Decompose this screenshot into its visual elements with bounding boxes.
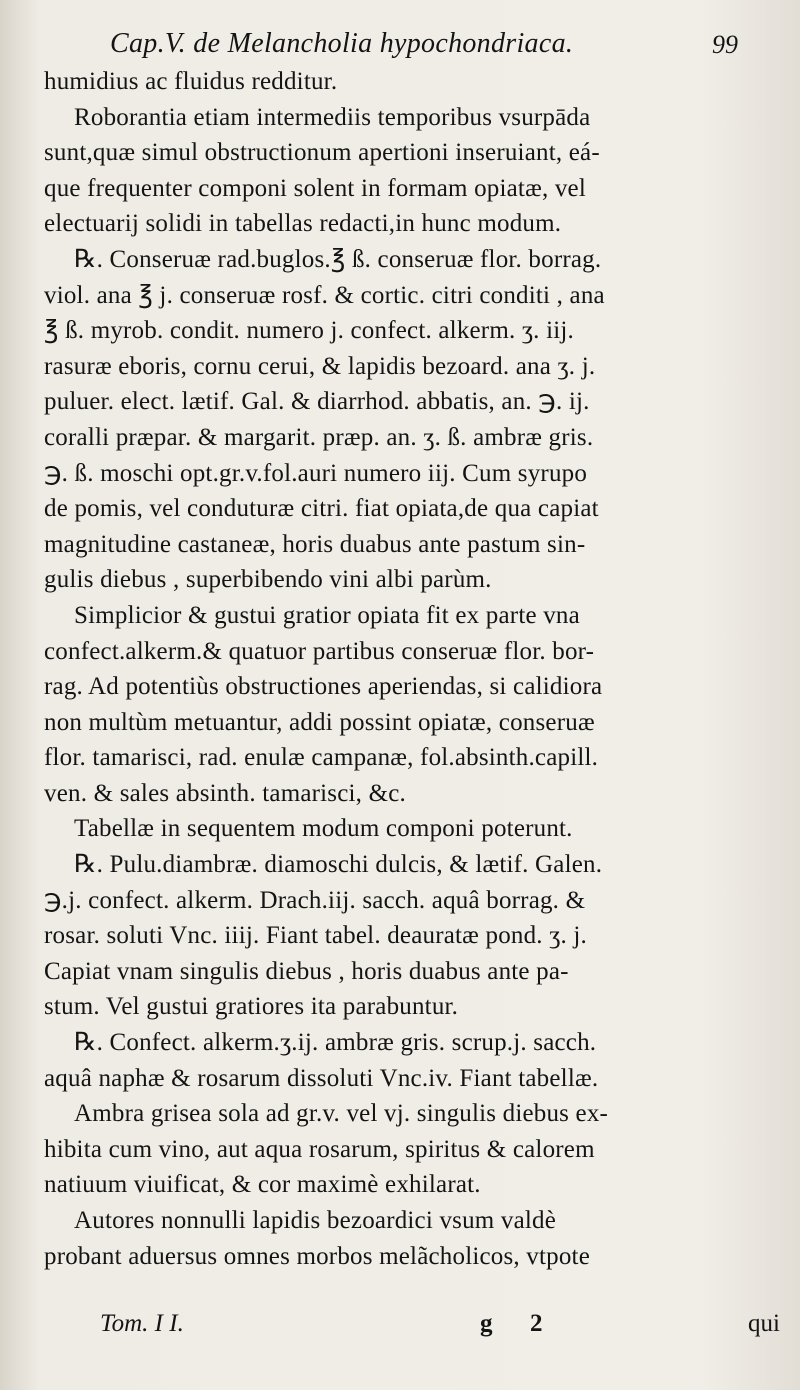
text-line: sunt,quæ simul obstructionum apertioni inseruiant, eá- [44,139,600,167]
running-head [110,28,760,68]
text-line: ℞. Confect. alkerm.ʒ.ij. ambræ gris. scrup.j. sacch. [74,1029,597,1057]
text-line: non multùm metuantur, addi possint opiatæ, conseruæ [44,708,595,736]
text-line: ven. & sales absinth. tamarisci, &c. [44,779,406,807]
gathering-signature-number: 2 [530,1310,543,1337]
text-line: rag. Ad potentiùs obstructiones aperiendas, si calidiora [44,673,603,701]
text-line: coralli præpar. & margarit. præp. an. ʒ. ß. ambræ gris. [44,423,594,451]
volume-signature: Tom. I I. [100,1310,184,1337]
text-line: Ambra grisea sola ad gr.v. vel vj. singulis diebus ex- [74,1100,609,1128]
text-line: puluer. elect. lætif. Gal. & diarrhod. abbatis, an. ℈. ij. [44,388,590,416]
text-line: confect.alkerm.& quatuor partibus conseruæ flor. bor- [44,637,595,665]
text-line: natiuum viuificat, & cor maximè exhilarat. [44,1171,481,1199]
page-footer [100,1310,780,1350]
text-line: Roborantia etiam intermediis temporibus vsurpāda [74,103,591,131]
text-line: Autores nonnulli lapidis bezoardici vsum valdè [74,1207,557,1234]
text-line: viol. ana ℥ j. conseruæ rosf. & cortic. citri conditi , ana [44,281,605,309]
text-line: Capiat vnam singulis diebus , horis duabus ante pa- [44,957,569,985]
body-text [44,64,724,1274]
text-line: probant aduersus omnes morbos melãcholicos, vtpote [44,1242,590,1270]
text-line: que frequenter componi solent in formam opiatæ, vel [44,174,586,202]
text-line: magnitudine castaneæ, horis duabus ante pastum sin- [44,530,586,558]
text-line: stum. Vel gustui gratiores ita parabuntur. [44,993,459,1021]
text-line: humidius ac fluidus redditur. [44,68,338,95]
catchword: qui [748,1310,780,1337]
text-line: ℈. ß. moschi opt.gr.v.fol.auri numero iij. Cum syrupo [44,459,588,487]
text-line: gulis diebus , superbibendo vini albi parùm. [44,566,492,594]
text-line: de pomis, vel conduturæ citri. fiat opiata,de qua capiat [44,495,599,523]
text-line: Tabellæ in sequentem modum componi poterunt. [74,815,573,843]
text-line: rasuræ eboris, cornu cerui, & lapidis bezoard. ana ʒ. j. [44,352,596,380]
text-line: rosar. soluti Vnc. iiij. Fiant tabel. deauratæ pond. ʒ. j. [44,922,587,950]
text-line: aquâ naphæ & rosarum dissoluti Vnc.iv. Fiant tabellæ. [44,1064,599,1092]
text-line: Simplicior & gustui gratior opiata fit ex parte vna [74,601,580,629]
gathering-signature-letter: g [480,1310,493,1337]
text-line: ℥ ß. myrob. condit. numero j. confect. alkerm. ʒ. iij. [44,317,574,345]
text-line: hibita cum vino, aut aqua rosarum, spiritus & calorem [44,1135,595,1163]
text-line: ℈.j. confect. alkerm. Drach.iij. sacch. aquâ borrag. & [44,886,586,914]
page-number: 99 [712,30,738,59]
text-line: ℞. Conseruæ rad.buglos.℥ ß. conseruæ flor. borrag. [74,245,602,273]
text-line: flor. tamarisci, rad. enulæ campanæ, fol.absinth.capill. [44,744,599,772]
running-title: Cap.V. de Melancholia hypochondriaca. [110,28,574,59]
text-line: ℞. Pulu.diambræ. diamoschi dulcis, & lætif. Galen. [74,851,603,879]
text-line: electuarij solidi in tabellas redacti,in hunc modum. [44,210,562,238]
